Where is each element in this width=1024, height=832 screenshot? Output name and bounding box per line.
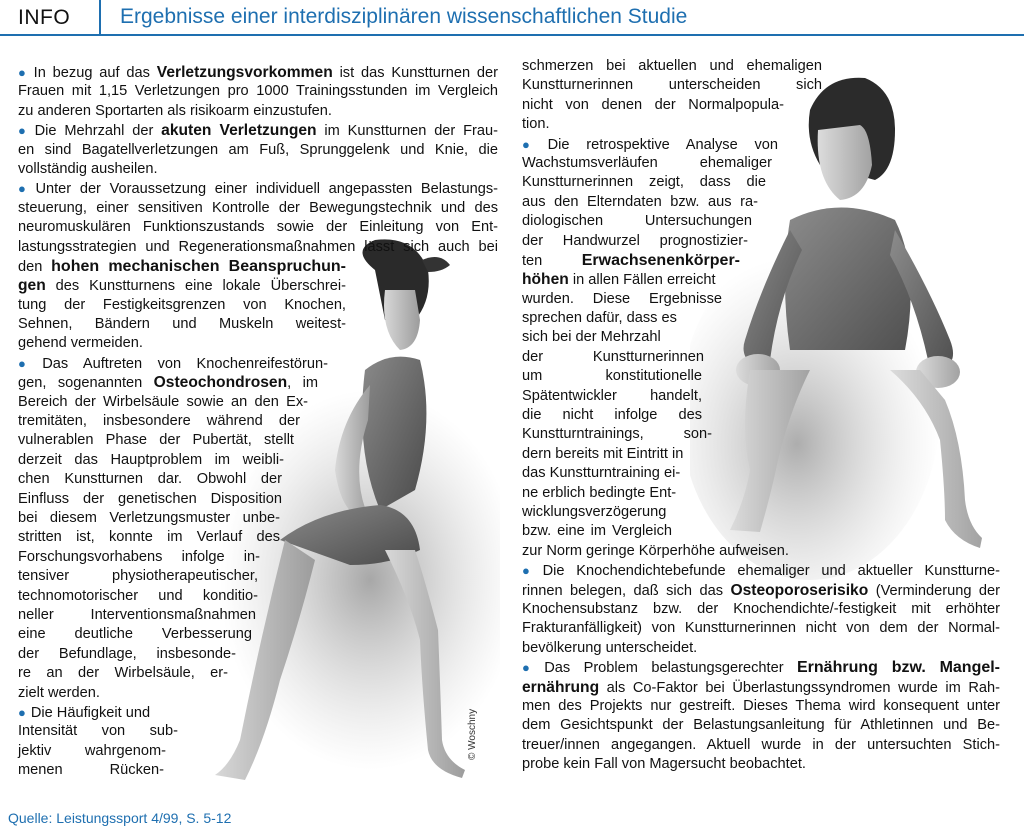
text-line [18,722,178,741]
text-line [522,270,734,289]
text-line [18,276,346,295]
text-run: men des Projekts nur gestreift. Dieses Thema wird konsequent unter [522,697,1000,714]
text-line [522,154,772,173]
text-run: technomotorischer und konditio- [18,587,258,604]
text-run: aus den Elterndaten bzw. aus ra- [522,193,758,210]
text-run: neller Interventionsmaßnahmen [18,606,256,623]
text-run: dem Gesichtspunkt der Belastungsanleitung für Athletinnen und Be- [522,717,1000,734]
text-run: probe kein Fall von Magersucht beobachtet. [522,756,806,773]
text-run: steuerung, einer sensitiven Kontrolle der Bewegungstechnik und des [18,199,498,216]
text-run: vulnerablen Phase der Pubertät, stellt [18,432,294,449]
text-line [18,509,280,528]
emphasis-term: Osteoporoserisiko [730,581,869,599]
text-run: tion. [522,116,550,133]
text-run: Intensität von sub- [18,723,178,740]
emphasis-term: Erwachsenenkörper- [581,251,740,269]
text-run: Frakturanfälligkeit) von Kunstturnerinnen nicht von dem der Normal- [522,620,1000,637]
text-run: Die Mehrzahl der [34,123,162,140]
text-run: Die Häufigkeit und [30,704,151,721]
text-run: Unter der Voraussetzung einer individuell angepassten Belastungs- [35,181,498,198]
text-line [522,135,778,154]
photo-credit: © Woschny [467,708,478,760]
emphasis-term: Osteochondrosen [153,374,288,392]
emphasis-term: akuten Verletzungen [161,122,317,140]
text-run: tensiver physiotherapeutischer, [18,568,258,585]
left-column [18,63,504,780]
text-run: des Kunstturnens eine lokale Überschrei- [45,278,346,295]
text-line [18,393,308,412]
text-run: schmerzen bei aktuellen und ehemaligen [522,58,822,74]
text-line [18,645,236,664]
text-line [18,238,498,257]
text-line [18,141,498,160]
text-line [18,334,498,353]
text-line [18,567,258,586]
text-run: sich bei der Mehrzahl [522,329,661,346]
text-line [18,199,498,218]
text-run: zielt werden. [18,684,100,701]
text-line [522,193,758,212]
text-run: ne erblich bedingte Ent- [522,484,677,501]
text-line [522,387,702,406]
text-run: stritten ist, konnte im Verlauf des [18,529,280,546]
text-run: Die Knochendichtebefunde ehemaliger und aktueller Kunstturne- [542,563,1000,580]
bullet-icon: ● [18,704,26,720]
text-line [522,600,1000,619]
text-run: der Befundlage, insbesonde- [18,645,236,662]
text-line [18,490,282,509]
text-run: um konstitutionelle [522,368,702,385]
text-run: den [18,258,52,275]
bullet-icon: ● [18,123,30,139]
text-line [522,232,748,251]
text-run: die nicht infolge des [522,407,702,424]
text-line [522,367,702,386]
text-line [522,309,708,328]
text-line [18,160,498,179]
text-line [522,406,702,425]
text-line [522,425,712,444]
text-line [522,678,1000,697]
emphasis-term: ernährung [522,678,600,696]
text-run: neuromuskulären Funktionszustands sowie der Einleitung von Ent- [18,219,498,236]
text-line [18,664,228,683]
text-run: en sind Bagatellverletzungen am Fuß, Sprunggelenk und Knie, die [18,141,498,158]
text-line [18,315,346,334]
bullet-icon: ● [18,355,38,371]
text-run: ten [522,252,582,269]
text-run: tung der Festigkeitsgrenzen von Knochen, [18,296,346,313]
text-run: Sehnen, Bändern und Muskeln weitest- [18,316,346,333]
text-line [522,755,1000,774]
text-run: derzeit das Hauptproblem im weibli- [18,451,284,468]
source-citation: Quelle: Leistungssport 4/99, S. 5-12 [8,810,232,826]
text-run: tremitäten, insbesondere während der [18,413,300,430]
text-run: bzw. eine im Vergleich [522,523,672,540]
text-line [18,431,294,450]
text-line [522,639,1000,658]
header-rule [101,34,1024,36]
text-line [18,606,256,625]
text-run: rinnen belegen, daß sich das [522,582,731,599]
text-run: wurden. Diese Ergebnisse [522,290,722,307]
text-line [18,451,284,470]
bullet-icon: ● [18,181,31,197]
bullet-icon: ● [18,65,29,80]
text-line [522,290,722,309]
text-line [522,716,1000,735]
emphasis-term: hohen mechanischen Beanspruchun- [51,257,346,275]
text-run: zur Norm geringe Körperhöhe aufweisen. [522,542,789,559]
page-title: Ergebnisse einer interdisziplinären wissenschaftlichen Studie [120,5,688,28]
text-line [522,503,708,522]
text-line [18,82,498,101]
text-line [18,587,258,606]
text-run: Bereich der Wirbelsäule sowie an den Ex- [18,393,308,410]
text-line [522,328,708,347]
info-box [0,0,101,36]
emphasis-term: Ernährung bzw. Mangel- [797,659,1001,677]
text-run: in allen Fällen erreicht [568,272,716,289]
text-line [18,528,280,547]
text-run: , im [287,375,318,392]
text-run: vollständig ausheilen. [18,160,158,177]
text-run: treuer/innen angegangen. Aktuell wurde in der untersuchten Stich- [522,736,1000,753]
text-line [522,445,708,464]
emphasis-term: Verletzungsvorkommen [156,64,333,81]
text-line [18,761,164,780]
text-line [522,115,1000,134]
text-run: der Kunstturnerinnen [522,348,704,365]
text-run: Frauen mit 1,15 Verletzungen pro 1000 Trainingsstunden im Vergleich [18,83,498,100]
text-run: bei diesem Verletzungsmuster unbe- [18,509,280,526]
text-run: Das Problem belastungsgerechter [544,660,797,677]
text-run: sprechen dafür, dass es [522,310,677,327]
text-run: Einfluss der genetischen Disposition [18,490,282,507]
text-run: im Kunstturnen der Frau- [316,123,498,140]
text-run: Wachstumsverläufen ehemaliger [522,154,772,171]
text-run: In bezug auf das [33,65,157,81]
text-run: dern bereits mit Eintritt in [522,445,684,462]
text-line [18,257,346,276]
text-run: lastungsstrategien und Regenerationsmaßnahmen lässt sich auch bei [18,238,498,255]
text-run: Kunstturnerinnen unterscheiden sich [522,77,822,94]
text-line [18,121,498,140]
text-run: menen Rücken- [18,762,164,779]
text-run: gen, sogenannten [18,375,154,392]
text-line [522,658,1000,677]
text-line [18,625,252,644]
bullet-icon: ● [522,563,538,579]
text-line [522,212,752,231]
text-run: nicht von denen der Normalpopula- [522,96,784,113]
text-line [522,619,1000,638]
emphasis-term: gen [18,277,46,295]
text-run: gehend vermeiden. [18,335,143,352]
text-run: Die retrospektive Analyse von [547,136,778,153]
text-line [18,354,328,373]
text-run: zu anderen Sportarten als risikoarm einzustufen. [18,102,332,119]
text-line [522,542,1000,561]
bullet-icon: ● [522,136,543,152]
text-run: bevölkerung unterscheidet. [522,639,698,656]
text-run: Das Auftreten von Knochenreifestörun- [42,355,328,372]
text-run: wicklungsverzögerung [522,503,667,520]
text-line [18,179,498,198]
text-run: diologischen Untersuchungen [522,213,752,230]
text-line [18,742,166,761]
text-line [18,548,260,567]
text-line [18,102,498,121]
text-line [18,373,318,392]
text-line [522,697,1000,716]
info-label: INFO [18,6,71,29]
text-run: das Kunstturntraining ei- [522,465,681,482]
text-line [522,57,822,76]
emphasis-term: höhen [522,271,569,289]
text-line [522,484,708,503]
text-run: (Verminderung der [868,582,1000,599]
text-run: Spätentwickler handelt, [522,387,702,404]
text-line [18,684,498,703]
text-line [18,63,498,82]
text-run: Knochensubstanz bzw. der Knochendichte/-festigkeit mit erhöhter [522,600,1000,617]
text-line [522,348,704,367]
text-line [522,581,1000,600]
text-line [522,251,740,270]
text-run: ist das Kunstturnen der [332,65,499,81]
text-line [18,412,300,431]
text-line [18,703,178,722]
text-line [18,296,346,315]
text-line [522,76,822,95]
text-run: jektiv wahrgenom- [18,742,166,759]
text-run: Kunstturnerinnen zeigt, dass die [522,174,766,191]
text-run: der Handwurzel prognostizier- [522,232,748,249]
text-run: eine deutliche Verbesserung [18,626,252,643]
header [0,0,1024,38]
text-line [522,561,1000,580]
text-run: als Co-Faktor bei Überlastungssyndromen wurde im Rah- [599,679,1000,696]
text-line [18,470,282,489]
text-line [522,736,1000,755]
text-line [522,464,708,483]
right-column [522,57,1004,774]
text-run: chen Kunstturnen dar. Obwohl der [18,471,282,488]
text-line [522,96,784,115]
text-run: Forschungsvorhabens infolge in- [18,548,260,565]
text-line [18,218,498,237]
text-line [522,522,672,541]
bullet-icon: ● [522,660,540,676]
text-run: re an der Wirbelsäule, er- [18,665,228,682]
text-line [522,173,766,192]
text-run: Kunstturntrainings, son- [522,426,712,443]
